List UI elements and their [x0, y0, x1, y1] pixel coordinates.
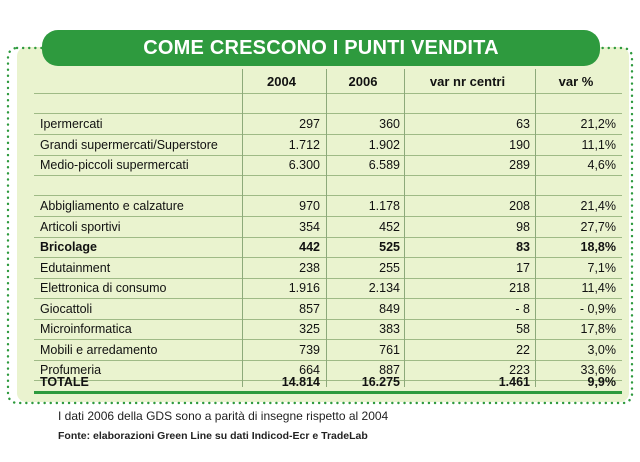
- header-2006: 2006: [348, 74, 378, 89]
- table-header-row: [34, 71, 622, 94]
- table-row: [34, 237, 622, 258]
- cell-2006: 1.902: [368, 137, 400, 152]
- cell-var-pct: 21,4%: [580, 199, 616, 213]
- cell-2004: 238: [299, 260, 320, 275]
- total-row: [34, 373, 622, 394]
- cell-var-centri: 218: [509, 281, 530, 295]
- cell-var-pct: 9,9%: [587, 375, 616, 389]
- row-label: Ipermercati: [40, 117, 103, 131]
- cell-var-pct: 27,7%: [580, 219, 616, 234]
- cell-var-pct: 7,1%: [587, 260, 616, 275]
- row-label: Grandi supermercati/Superstore: [40, 137, 218, 152]
- table-row: [34, 319, 622, 340]
- row-label: Microinformatica: [40, 322, 132, 336]
- row-label: Elettronica di consumo: [40, 281, 167, 295]
- cell-var-centri: - 8: [515, 301, 530, 316]
- cell-2006: 255: [379, 260, 400, 275]
- column-divider: [535, 69, 536, 387]
- header-var-centri: var nr centri: [429, 74, 506, 89]
- spacer-row: [34, 176, 622, 196]
- page-title: COME CRESCONO I PUNTI VENDITA: [42, 30, 600, 66]
- table-row: [34, 299, 622, 320]
- footnote: I dati 2006 della GDS sono a parità di insegne rispetto al 2004: [58, 409, 389, 423]
- row-label: Mobili e arredamento: [40, 342, 158, 357]
- row-label: Abbigliamento e calzature: [40, 199, 184, 213]
- cell-var-centri: 83: [516, 240, 530, 254]
- source-credit: Fonte: elaborazioni Green Line su dati Indicod-Ecr e TradeLab: [58, 430, 368, 442]
- column-divider: [404, 69, 405, 387]
- cell-2006: 761: [379, 342, 400, 357]
- cell-var-pct: 4,6%: [587, 158, 616, 172]
- row-label: Medio-piccoli supermercati: [40, 158, 189, 172]
- row-label: Bricolage: [40, 240, 97, 254]
- cell-var-pct: 3,0%: [587, 342, 616, 357]
- cell-2006: 452: [379, 219, 400, 234]
- cell-2004: 857: [299, 301, 320, 316]
- cell-var-centri: 289: [509, 158, 530, 172]
- header-var-pct: var %: [558, 74, 594, 89]
- column-divider: [326, 69, 327, 387]
- cell-var-pct: 18,8%: [580, 240, 616, 254]
- cell-2006: 360: [379, 117, 400, 131]
- row-label: Profumeria: [40, 363, 102, 377]
- cell-2004: 297: [299, 117, 320, 131]
- cell-2004: 442: [299, 240, 320, 254]
- cell-2004: 664: [299, 363, 320, 377]
- cell-var-centri: 98: [516, 219, 530, 234]
- table-row: [34, 258, 622, 279]
- column-divider: [242, 69, 243, 387]
- table-row: [34, 340, 622, 361]
- table-row: [34, 278, 622, 299]
- cell-2006: 16.275: [361, 375, 400, 389]
- cell-2004: 970: [299, 199, 320, 213]
- table-row: [34, 217, 622, 238]
- cell-2004: 1.916: [288, 281, 320, 295]
- table-row: [34, 155, 622, 176]
- cell-2006: 6.589: [368, 158, 400, 172]
- spacer-row: [34, 94, 622, 114]
- cell-2004: 739: [299, 342, 320, 357]
- row-label: TOTALE: [40, 375, 89, 389]
- cell-var-centri: 63: [516, 117, 530, 131]
- cell-var-centri: 58: [516, 322, 530, 336]
- cell-var-pct: 11,1%: [581, 137, 616, 152]
- header-2004: 2004: [267, 74, 296, 89]
- cell-2006: 2.134: [368, 281, 400, 295]
- cell-2006: 849: [379, 301, 400, 316]
- row-label: Giocattoli: [40, 301, 93, 316]
- cell-var-pct: - 0,9%: [579, 301, 616, 316]
- cell-var-pct: 33,6%: [580, 363, 616, 377]
- cell-var-centri: 22: [516, 342, 530, 357]
- cell-2006: 887: [379, 363, 400, 377]
- cell-var-pct: 17,8%: [580, 322, 616, 336]
- cell-var-centri: 190: [509, 137, 530, 152]
- cell-var-centri: 17: [516, 260, 530, 275]
- cell-var-centri: 208: [509, 199, 530, 213]
- cell-var-pct: 21,2%: [580, 117, 616, 131]
- cell-2006: 525: [379, 240, 400, 254]
- table-row: [34, 114, 622, 135]
- cell-2004: 14.814: [281, 375, 320, 389]
- row-label: Articoli sportivi: [40, 219, 121, 234]
- cell-var-centri: 1.461: [498, 375, 530, 389]
- cell-2004: 6.300: [288, 158, 320, 172]
- cell-2004: 354: [299, 219, 320, 234]
- cell-var-centri: 223: [509, 363, 530, 377]
- table-row: [34, 135, 622, 156]
- cell-2006: 383: [379, 322, 400, 336]
- cell-2006: 1.178: [368, 199, 400, 213]
- row-label: Edutainment: [40, 260, 111, 275]
- cell-2004: 325: [299, 322, 320, 336]
- cell-var-pct: 11,4%: [581, 281, 616, 295]
- table-row: [34, 196, 622, 217]
- cell-2004: 1.712: [288, 137, 320, 152]
